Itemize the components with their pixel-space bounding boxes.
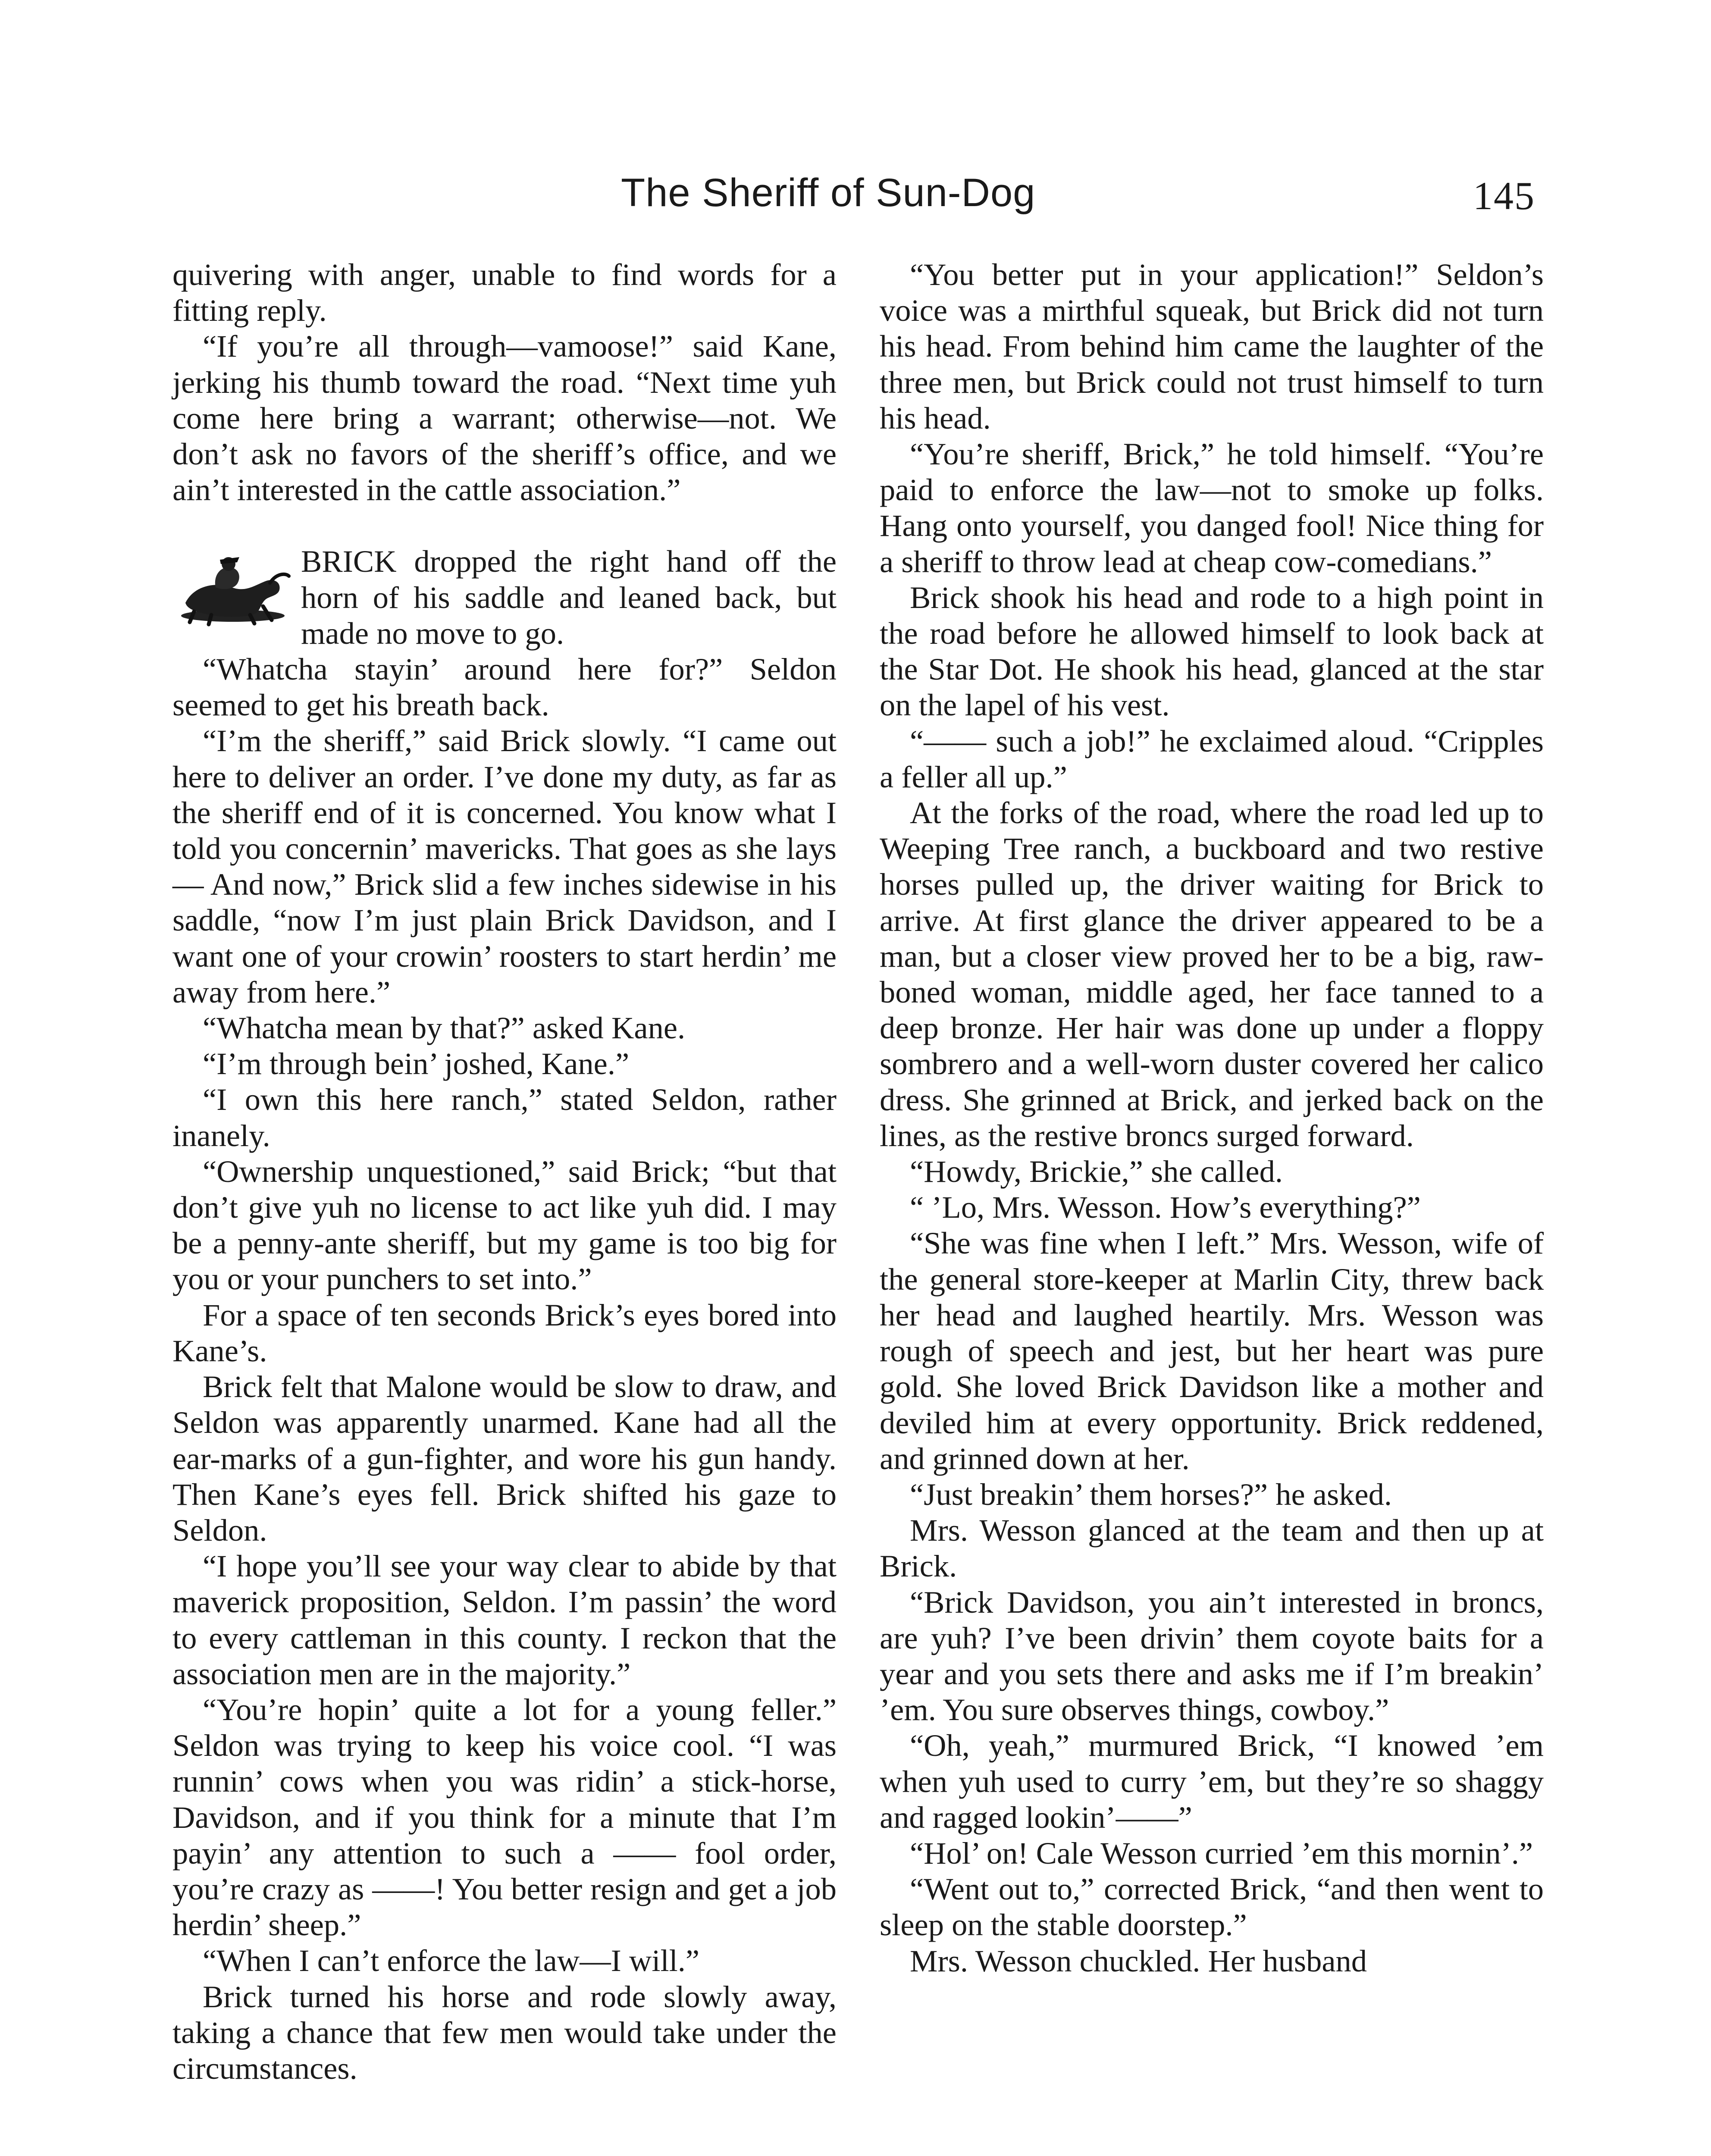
paragraph: “You’re hopin’ quite a lot for a young feller.” Seldon was trying to keep his voice cool. “I was runnin’ cows when you was ridin’ a stick-horse, Davidson, and if you think for a minute that I’m payin’ any attention to such a —— fool order, you’re crazy as ——! You better resign and get a job herdin’ sheep.” bbox=[172, 1692, 837, 1943]
paragraph: Brick shook his head and rode to a high point in the road before he allowed himself to look back at the Star Dot. He shook his head, glanced at the star on the lapel of his vest. bbox=[880, 580, 1544, 723]
paragraph: “Whatcha mean by that?” asked Kane. bbox=[203, 1010, 686, 1046]
paragraph: Brick turned his horse and rode slowly away, taking a chance that few men would take under the circumstances. bbox=[172, 1979, 837, 2086]
paragraph: Brick felt that Malone would be slow to draw, and Seldon was apparently unarmed. Kane had all the ear-marks of a gun-fighter, and wore his gun handy. Then Kane’s eyes fell. Brick shifted his gaze to Seldon. bbox=[172, 1369, 837, 1548]
paragraph: “If you’re all through—vamoose!” said Kane, jerking his thumb toward the road. “Next time yuh come here bring a warrant; otherwise—not. We don’t ask no favors of the sheriff’s office, and we ain’t interested in the cattle association.” bbox=[172, 329, 837, 508]
paragraph: At the forks of the road, where the road led up to Weeping Tree ranch, a buckboard and two restive horses pulled up, the driver waiting for Brick to arrive. At first glance the driver appeared to be a man, but a closer view proved her to be a big, raw-boned woman, middle aged, her face tanned to a deep bronze. Her hair was done up under a floppy sombrero and a well-worn duster covered her calico dress. She grinned at Brick, and jerked back on the lines, as the restive broncs surged forward. bbox=[880, 795, 1544, 1153]
paragraph: “I’m the sheriff,” said Brick slowly. “I came out here to deliver an order. I’ve done my duty, as far as the sheriff end of it is concerned. You know what I told you concernin’ mavericks. That goes as she lays— And now,” Brick slid a few inches sidewise in his saddle, “now I’m just plain Brick Davidson, and I want one of your crowin’ roosters to start herdin’ me away from here.” bbox=[172, 723, 837, 1009]
horse-and-rider-ornament-icon bbox=[172, 551, 298, 627]
paragraph: “ ’Lo, Mrs. Wesson. How’s everything?” bbox=[910, 1190, 1421, 1225]
paragraph: Mrs. Wesson glanced at the team and then up at Brick. bbox=[880, 1513, 1544, 1584]
paragraph: BRICK dropped the right hand off the horn of his saddle and leaned back, but made no move to go. bbox=[301, 544, 837, 651]
paragraph: “Just breakin’ them horses?” he asked. bbox=[910, 1476, 1392, 1512]
paragraph: Mrs. Wesson chuckled. Her husband bbox=[910, 1943, 1367, 1978]
paragraph: “Ownership unquestioned,” said Brick; “but that don’t give yuh no license to act like yuh did. I may be a penny-ante sheriff, but my game is too big for you or your punchers to set into.” bbox=[172, 1153, 837, 1297]
paragraph: “Went out to,” corrected Brick, “and then went to sleep on the stable doorstep.” bbox=[880, 1871, 1544, 1943]
paragraph: “I hope you’ll see your way clear to abide by that maverick proposition, Seldon. I’m passin’ the word to every cattleman in this county. I reckon that the association men are in the majority.” bbox=[172, 1548, 837, 1691]
page-header bbox=[621, 170, 1535, 226]
paragraph: “I own this here ranch,” stated Seldon, rather inanely. bbox=[172, 1082, 837, 1153]
paragraph: “Brick Davidson, you ain’t interested in broncs, are yuh? I’ve been drivin’ them coyote baits for a year and you sets there and asks me if I’m breakin’ ’em. You sure observes things, cowboy.” bbox=[880, 1584, 1544, 1727]
section-break bbox=[172, 508, 837, 543]
paragraph: For a space of ten seconds Brick’s eyes bored into Kane’s. bbox=[172, 1297, 837, 1368]
paragraph: “You better put in your application!” Seldon’s voice was a mirthful squeak, but Brick did not turn his head. From behind him came the laughter of the three men, but Brick could not trust himself to turn his head. bbox=[880, 257, 1544, 436]
paragraph: “Howdy, Brickie,” she called. bbox=[910, 1154, 1283, 1189]
page-number: 145 bbox=[1473, 174, 1535, 218]
paragraph: “I’m through bein’ joshed, Kane.” bbox=[203, 1046, 630, 1081]
paragraph: “Hol’ on! Cale Wesson curried ’em this mornin’.” bbox=[910, 1835, 1533, 1871]
paragraph: “Oh, yeah,” murmured Brick, “I knowed ’em when yuh used to curry ’em, but they’re so shaggy and ragged lookin’——” bbox=[880, 1728, 1544, 1835]
section-opening-paragraph bbox=[172, 543, 837, 651]
paragraph: “—— such a job!” he exclaimed aloud. “Cripples a feller all up.” bbox=[880, 723, 1544, 794]
right-column bbox=[880, 257, 1544, 1979]
paragraph: “She was fine when I left.” Mrs. Wesson, wife of the general store-keeper at Marlin City, threw back her head and laughed heartily. Mrs. Wesson was rough of speech and jest, but her heart was pure gold. She loved Brick Davidson like a mother and deviled him at every opportunity. Brick reddened, and grinned down at her. bbox=[880, 1225, 1544, 1476]
paragraph: “When I can’t enforce the law—I will.” bbox=[203, 1943, 700, 1978]
paragraph: “You’re sheriff, Brick,” he told himself. “You’re paid to enforce the law—not to smoke up folks. Hang onto yourself, you danged fool! Nice thing for a sheriff to throw lead at cheap cow-comedians.” bbox=[880, 436, 1544, 579]
paragraph: “Whatcha stayin’ around here for?” Seldon seemed to get his breath back. bbox=[172, 652, 837, 723]
paragraph: quivering with anger, unable to find words for a fitting reply. bbox=[172, 257, 837, 328]
running-title: The Sheriff of Sun-Dog bbox=[621, 171, 1036, 215]
left-column bbox=[172, 257, 837, 2086]
